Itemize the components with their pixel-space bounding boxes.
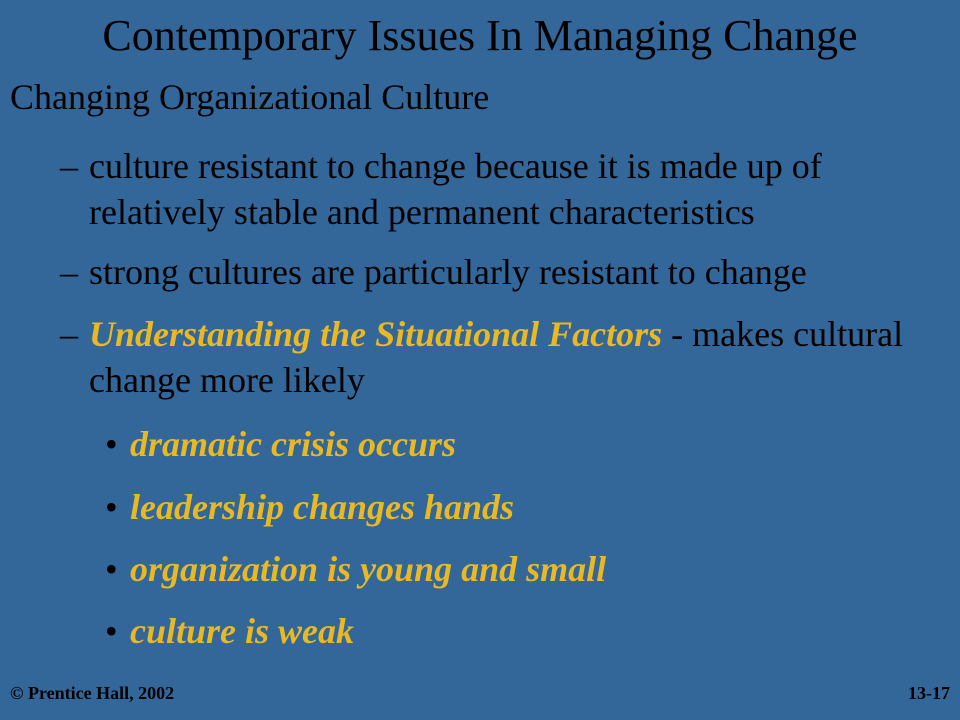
bullet-marker: •: [105, 611, 118, 651]
point-item: [60, 311, 950, 403]
factor-text: culture is weak: [130, 611, 355, 651]
dash-marker: –: [60, 252, 78, 292]
factor-item: [105, 546, 606, 592]
point-item: [60, 249, 950, 295]
bullet-marker: •: [105, 549, 118, 589]
bullet-marker: •: [105, 487, 118, 527]
point-text: culture resistant to change because it is made up of relatively stable and permanent characteristics: [89, 146, 822, 232]
point-highlight: Understanding the Situational Factors: [89, 314, 663, 354]
factor-item: [105, 484, 514, 530]
bullet-marker: •: [105, 424, 118, 464]
slide-number: 13-17: [908, 683, 950, 703]
point-item: [60, 143, 950, 235]
factor-text: organization is young and small: [130, 549, 607, 589]
copyright-footer: © Prentice Hall, 2002: [10, 683, 175, 703]
factor-text: dramatic crisis occurs: [130, 424, 457, 464]
factor-item: [105, 608, 354, 654]
slide-title: Contemporary Issues In Managing Change: [102, 11, 858, 60]
factor-text: leadership changes hands: [130, 487, 515, 527]
point-text: strong cultures are particularly resistant to change: [89, 252, 807, 292]
factor-item: [105, 421, 456, 467]
section-heading: Changing Organizational Culture: [10, 77, 490, 117]
dash-marker: –: [60, 314, 78, 354]
point-text: [89, 311, 950, 403]
point-text-rest: - makes cultural change more likely: [89, 314, 904, 400]
dash-marker: –: [60, 146, 78, 186]
